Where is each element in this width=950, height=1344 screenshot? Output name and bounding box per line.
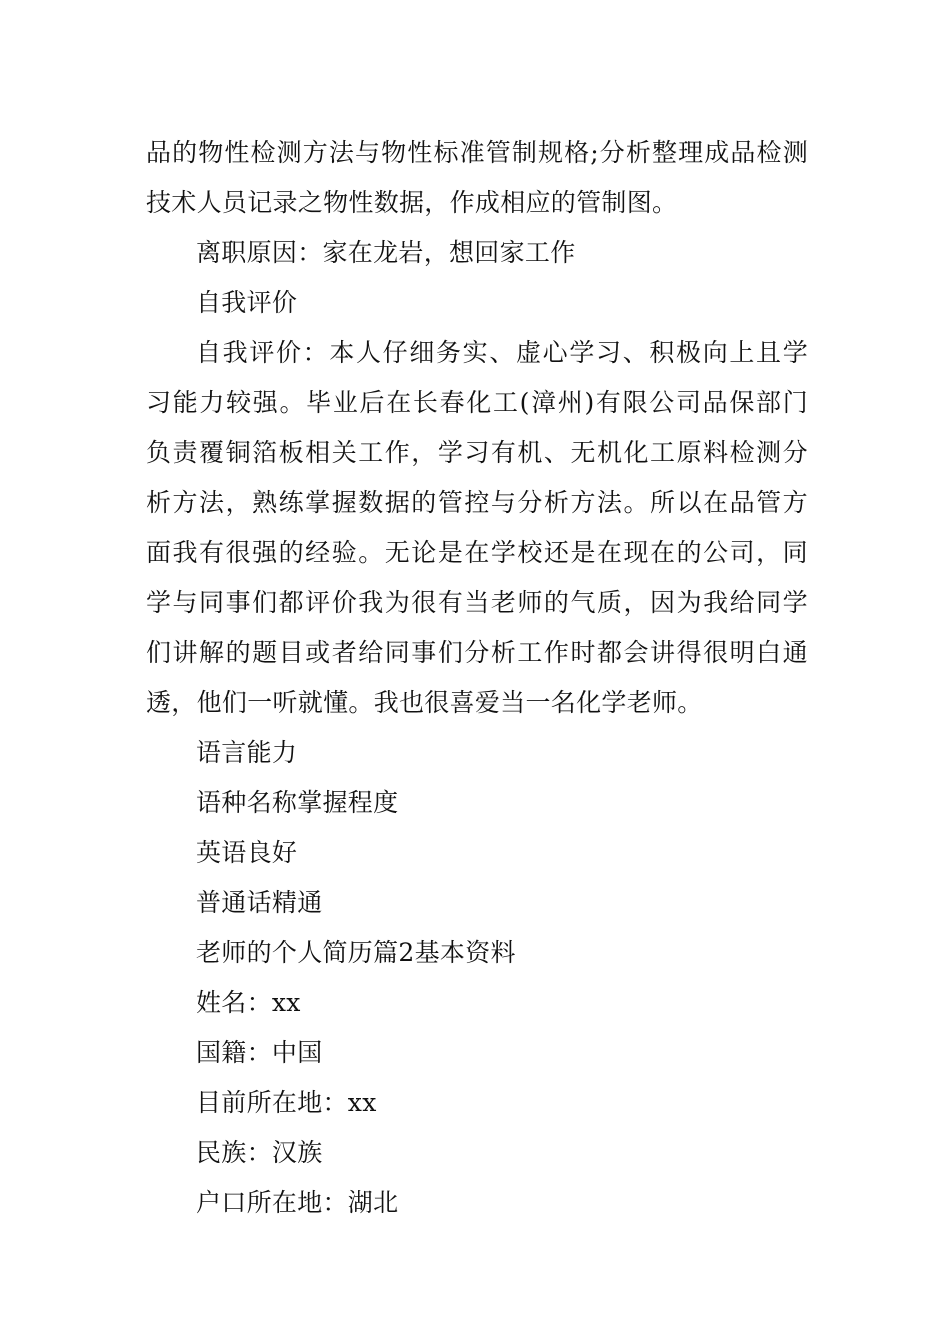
paragraph-line: 自我评价：本人仔细务实、虚心学习、积极向上且学 bbox=[196, 338, 808, 367]
paragraph-line: 学与同事们都评价我为很有当老师的气质，因为我给同学 bbox=[146, 588, 808, 617]
language-table-header: 语种名称掌握程度 bbox=[196, 788, 399, 817]
info-ethnicity: 民族：汉族 bbox=[196, 1138, 323, 1167]
paragraph-line: 技术人员记录之物性数据，作成相应的管制图。 bbox=[146, 188, 678, 217]
info-name: 姓名：xx bbox=[196, 988, 301, 1017]
paragraph-line: 负责覆铜箔板相关工作，学习有机、无机化工原料检测分 bbox=[146, 438, 808, 467]
paragraph-line: 透，他们一听就懂。我也很喜爱当一名化学老师。 bbox=[146, 688, 703, 717]
info-nationality: 国籍：中国 bbox=[196, 1038, 323, 1067]
paragraph-line: 们讲解的题目或者给同事们分析工作时都会讲得很明白通 bbox=[146, 638, 808, 667]
section-heading-language: 语言能力 bbox=[196, 738, 298, 767]
section-heading-resume2: 老师的个人简历篇2基本资料 bbox=[196, 938, 516, 967]
paragraph-line: 析方法，熟练掌握数据的管控与分析方法。所以在品管方 bbox=[146, 488, 808, 517]
info-household-registration: 户口所在地：湖北 bbox=[196, 1188, 399, 1217]
info-current-location: 目前所在地：xx bbox=[196, 1088, 377, 1117]
document-body bbox=[146, 128, 808, 1228]
paragraph-line: 面我有很强的经验。无论是在学校还是在现在的公司，同 bbox=[146, 538, 808, 567]
leave-reason: 离职原因：家在龙岩，想回家工作 bbox=[196, 238, 576, 267]
paragraph-line: 品的物性检测方法与物性标准管制规格;分析整理成品检测 bbox=[146, 138, 808, 167]
paragraph-line: 习能力较强。毕业后在长春化工(漳州)有限公司品保部门 bbox=[146, 388, 808, 417]
section-heading-self-eval: 自我评价 bbox=[196, 288, 298, 317]
language-entry: 普通话精通 bbox=[196, 888, 323, 917]
language-entry: 英语良好 bbox=[196, 838, 298, 867]
